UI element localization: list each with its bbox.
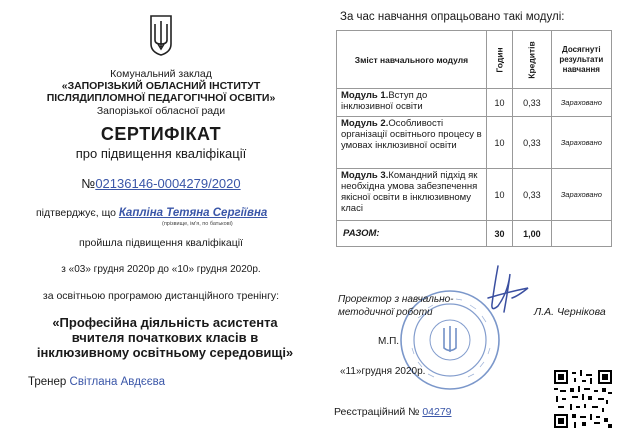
hours-cell: 10	[486, 89, 512, 117]
institution-name-1: «ЗАПОРІЗЬКИЙ ОБЛАСНИЙ ІНСТИТУТ	[61, 80, 261, 92]
modules-table	[336, 30, 612, 247]
total-credits: 1,00	[513, 221, 551, 247]
certificate-title: СЕРТИФІКАТ	[100, 124, 222, 144]
module-label: Модуль 1.	[341, 90, 389, 101]
registration-number	[334, 406, 452, 418]
qr-code-icon	[554, 370, 612, 428]
header-hours	[486, 31, 512, 89]
header-credits-label: Кредитів	[526, 40, 537, 79]
module-text: Вступ до інклюзивної освіти	[341, 90, 428, 112]
header-results: Досягнуті результати навчання	[551, 31, 611, 89]
table-row	[337, 117, 612, 169]
institution-type: Комунальний заклад	[110, 68, 212, 80]
signatory-name: Л.А. Чернікова	[534, 306, 606, 318]
issue-date: «11»грудня 2020р.	[340, 366, 426, 377]
person-name: Капліна Тетяна Сергіївна	[118, 207, 268, 219]
modules-title: За час навчання опрацьовано такі модулі:	[340, 11, 565, 23]
total-hours: 30	[486, 221, 512, 247]
name-hint: (прізвище, ім'я, по батькові)	[162, 221, 233, 227]
passed-text: пройшла підвищення кваліфікації	[79, 237, 243, 249]
trident-emblem-icon	[148, 14, 174, 56]
module-cell	[337, 89, 487, 117]
certificate-number-prefix: №	[81, 176, 96, 191]
total-row	[337, 221, 612, 247]
result-cell: Зараховано	[551, 89, 611, 117]
confirms-line	[36, 207, 267, 219]
module-label: Модуль 3.	[341, 170, 389, 181]
hours-cell: 10	[486, 117, 512, 169]
certificate-subtitle: про підвищення кваліфікації	[75, 146, 247, 161]
hours-cell: 10	[486, 169, 512, 221]
result-cell: Зараховано	[551, 169, 611, 221]
training-dates: з «03» грудня 2020р до «10» грудня 2020р.	[61, 264, 261, 275]
program-intro: за освітньою програмою дистанційного тренінгу:	[42, 290, 280, 302]
registration-value: 04279	[422, 406, 452, 418]
module-cell	[337, 117, 487, 169]
registration-label: Реєстраційний №	[334, 406, 420, 418]
table-header-row	[337, 31, 612, 89]
header-hours-label: Годин	[494, 46, 505, 73]
program-name: «Професійна діяльність асистента вчителя початкових класів в інклюзивному освітньому середовищі»	[36, 315, 294, 360]
module-text: Особливості організації освітнього процесу в умовах інклюзивної освіти	[341, 118, 482, 151]
certificate-number	[30, 176, 292, 191]
certificate-number-value: 02136146-0004279/2020	[95, 176, 241, 191]
credits-cell: 0,33	[513, 89, 551, 117]
signature-icon	[468, 262, 538, 320]
confirms-prefix: підтверджує, що	[36, 207, 116, 219]
result-cell: Зараховано	[551, 117, 611, 169]
signatory-title	[338, 293, 454, 319]
total-result-empty	[551, 221, 611, 247]
table-row	[337, 169, 612, 221]
signatory-title-line1: Проректор з навчально-	[338, 294, 454, 305]
table-row	[337, 89, 612, 117]
signatory-title-line2: методичної роботи	[338, 307, 433, 318]
trainer-label: Тренер	[28, 376, 67, 388]
institution-council: Запорізької обласної ради	[96, 105, 226, 117]
stamp-place-label: М.П.	[378, 336, 400, 347]
header-content: Зміст навчального модуля	[337, 31, 487, 89]
total-label: РАЗОМ:	[337, 221, 487, 247]
credits-cell: 0,33	[513, 117, 551, 169]
header-credits	[513, 31, 551, 89]
module-text: Командний підхід як необхідна умова забезпечення якісної освіти в інклюзивному класі	[341, 170, 478, 214]
module-cell	[337, 169, 487, 221]
institution-name-2: ПІСЛЯДИПЛОМНОЇ ПЕДАГОГІЧНОЇ ОСВІТИ»	[46, 92, 276, 104]
module-label: Модуль 2.	[341, 118, 389, 129]
credits-cell: 0,33	[513, 169, 551, 221]
trainer-name: Світлана Авдєєва	[69, 376, 166, 388]
trainer-line	[28, 376, 165, 388]
